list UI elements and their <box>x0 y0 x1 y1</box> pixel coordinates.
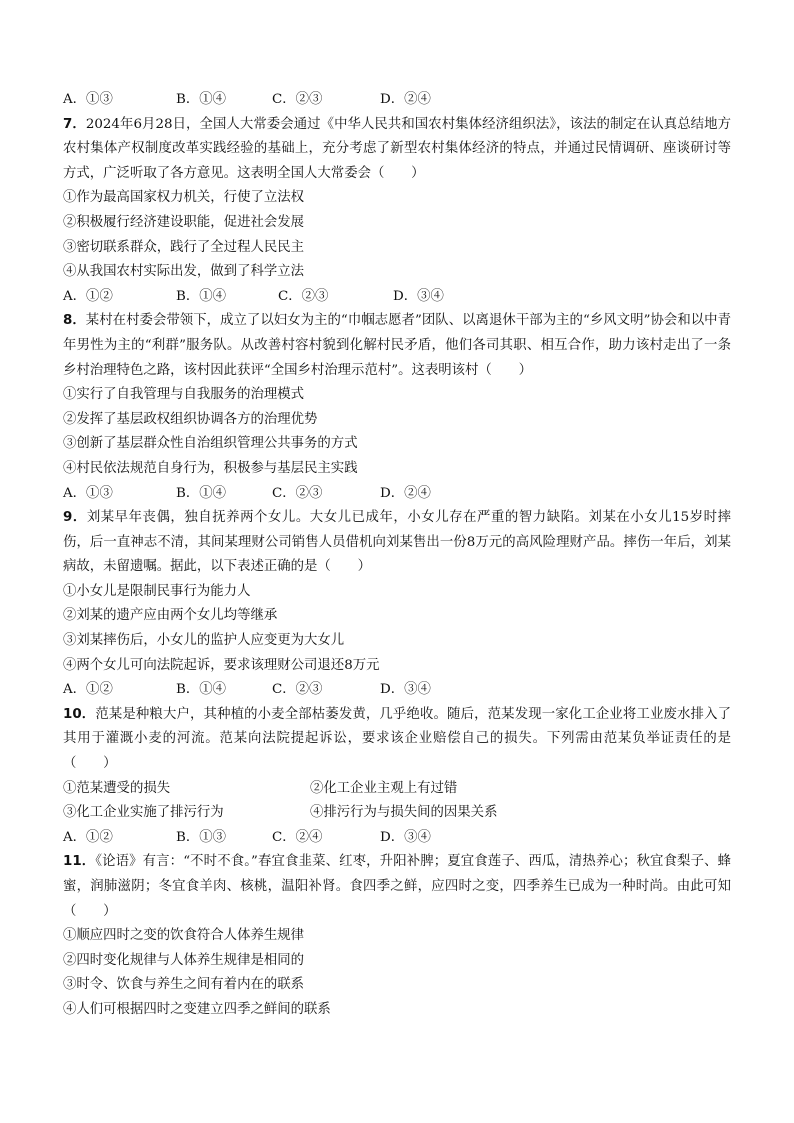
q9-number: 9． <box>63 510 87 526</box>
q10-stem <box>63 703 731 777</box>
q8-choice-b[interactable]: B．①④ <box>176 485 227 501</box>
q10-option-1: ①范某遭受的损失 <box>63 780 171 796</box>
q11-option-2: ②四时变化规律与人体养生规律是相同的 <box>63 952 305 968</box>
q7-stem <box>63 113 731 187</box>
q11-option-3: ③时令、饮食与养生之间有着内在的联系 <box>63 977 305 993</box>
q8-option-4: ④村民依法规范自身行为，积极参与基层民主实践 <box>63 460 358 476</box>
q7-option-4: ④从我国农村实际出发，做到了科学立法 <box>63 264 305 280</box>
q6-choice-d[interactable]: D．②④ <box>380 92 431 107</box>
q7-choice-b[interactable]: B．①④ <box>176 288 227 304</box>
q9-option-4: ④两个女儿可向法院起诉，要求该理财公司退还8万元 <box>63 657 380 673</box>
q8-choice-c[interactable]: C．②③ <box>272 485 323 501</box>
q9-stem <box>63 506 731 580</box>
q8-choice-d[interactable]: D．②④ <box>380 485 431 501</box>
q8-choices <box>63 482 731 507</box>
q6-choice-c[interactable]: C．②③ <box>272 92 323 107</box>
q6-choice-a[interactable]: A．①③ <box>63 92 113 107</box>
q7-choices <box>63 285 731 310</box>
q10-options-row-2 <box>63 801 731 826</box>
q9-choices <box>63 678 731 703</box>
q10-choice-d[interactable]: D．③④ <box>380 829 431 845</box>
q11-option-4: ④人们可根据四时之变建立四季之鲜间的联系 <box>63 1001 331 1017</box>
q8-option-3: ③创新了基层群众性自治组织管理公共事务的方式 <box>63 436 358 452</box>
q11-stem <box>63 850 731 924</box>
q9-option-2: ②刘某的遗产应由两个女儿均等继承 <box>63 608 278 624</box>
q7-option-1: ①作为最高国家权力机关，行使了立法权 <box>63 190 305 206</box>
q10-choice-a[interactable]: A．①② <box>63 829 113 845</box>
q7-number: 7． <box>63 116 86 132</box>
q8-stem-text: 某村在村委会带领下，成立了以妇女为主的“巾帼志愿者”团队、以离退休干部为主的“乡风文明”协会和以中青年男性为主的“利群”服务队。从改善村容村貌到化解村民矛盾，他们各司其职、相互合作，助力该村走出了一条乡村治理特色之路，该村因此获评“全国乡村治理示范村”。这表明该村（ ） <box>63 313 731 378</box>
q10-choice-c[interactable]: C．②④ <box>272 829 323 845</box>
q8-option-1: ①实行了自我管理与自我服务的治理模式 <box>63 387 305 403</box>
q10-option-3: ③化工企业实施了排污行为 <box>63 805 224 821</box>
q8-number: 8． <box>63 313 86 329</box>
q9-choice-a[interactable]: A．①② <box>63 682 113 698</box>
q10-choice-b[interactable]: B．①③ <box>176 829 227 845</box>
q9-stem-text: 刘某早年丧偶，独自抚养两个女儿。大女儿已成年，小女儿存在严重的智力缺陷。刘某在小女儿15岁时摔伤，后一直神志不清，其间某理财公司销售人员借机向刘某售出一份8万元的高风险理财产品。摔伤一年后，刘某病故，未留遗嘱。据此，以下表述正确的是（ ） <box>63 510 731 575</box>
q8-option-2: ②发挥了基层政权组织协调各方的治理优势 <box>63 411 318 427</box>
q11-number: 11． <box>63 854 96 870</box>
q6-choices <box>63 88 731 113</box>
q10-stem-text: 范某是种粮大户，其种植的小麦全部枯萎发黄，几乎绝收。随后，范某发现一家化工企业将工业废水排入了其用于灌溉小麦的河流。范某向法院提起诉讼，要求该企业赔偿自己的损失。下列需由范某负举证责任的是（ ） <box>63 706 732 772</box>
q10-number: 10． <box>63 706 96 722</box>
q11-stem-text: 《论语》有言：“不时不食。”春宜食韭菜、红枣，升阳补脾；夏宜食莲子、西瓜，清热养心；秋宜食梨子、蜂蜜，润肺滋阴；冬宜食羊肉、核桃，温阳补肾。食四季之鲜，应四时之变，四季养生已成为一种时尚。由此可知（ ） <box>63 854 731 919</box>
q9-option-3: ③刘某摔伤后，小女儿的监护人应变更为大女儿 <box>63 633 345 649</box>
q9-choice-c[interactable]: C．②③ <box>272 682 323 698</box>
q10-choices <box>63 826 731 851</box>
q10-option-4: ④排污行为与损失间的因果关系 <box>310 805 498 821</box>
q6-choice-b[interactable]: B．①④ <box>176 92 227 107</box>
q7-choice-c[interactable]: C．②③ <box>278 288 329 304</box>
q7-stem-text: 2024年6月28日，全国人大常委会通过《中华人民共和国农村集体经济组织法》，该法的制定在认真总结地方农村集体产权制度改革实践经验的基础上，充分考虑了新型农村集体经济的特点，并通过民情调研、座谈研讨等方式，广泛听取了各方意见。这表明全国人大常委会（ ） <box>63 116 731 181</box>
q10-options-row-1 <box>63 777 731 802</box>
q9-choice-d[interactable]: D．③④ <box>380 682 431 698</box>
q8-stem <box>63 309 731 383</box>
q7-choice-d[interactable]: D．③④ <box>393 288 444 304</box>
q11-option-1: ①顺应四时之变的饮食符合人体养生规律 <box>63 928 305 944</box>
q7-choice-a[interactable]: A．①② <box>63 288 113 304</box>
exam-content <box>63 88 731 1023</box>
q9-choice-b[interactable]: B．①④ <box>176 682 227 698</box>
q9-option-1: ①小女儿是限制民事行为能力人 <box>63 583 251 599</box>
q8-choice-a[interactable]: A．①③ <box>63 485 113 501</box>
q10-option-2: ②化工企业主观上有过错 <box>310 780 458 796</box>
q7-option-3: ③密切联系群众，践行了全过程人民民主 <box>63 239 305 255</box>
q7-option-2: ②积极履行经济建设职能，促进社会发展 <box>63 214 305 230</box>
